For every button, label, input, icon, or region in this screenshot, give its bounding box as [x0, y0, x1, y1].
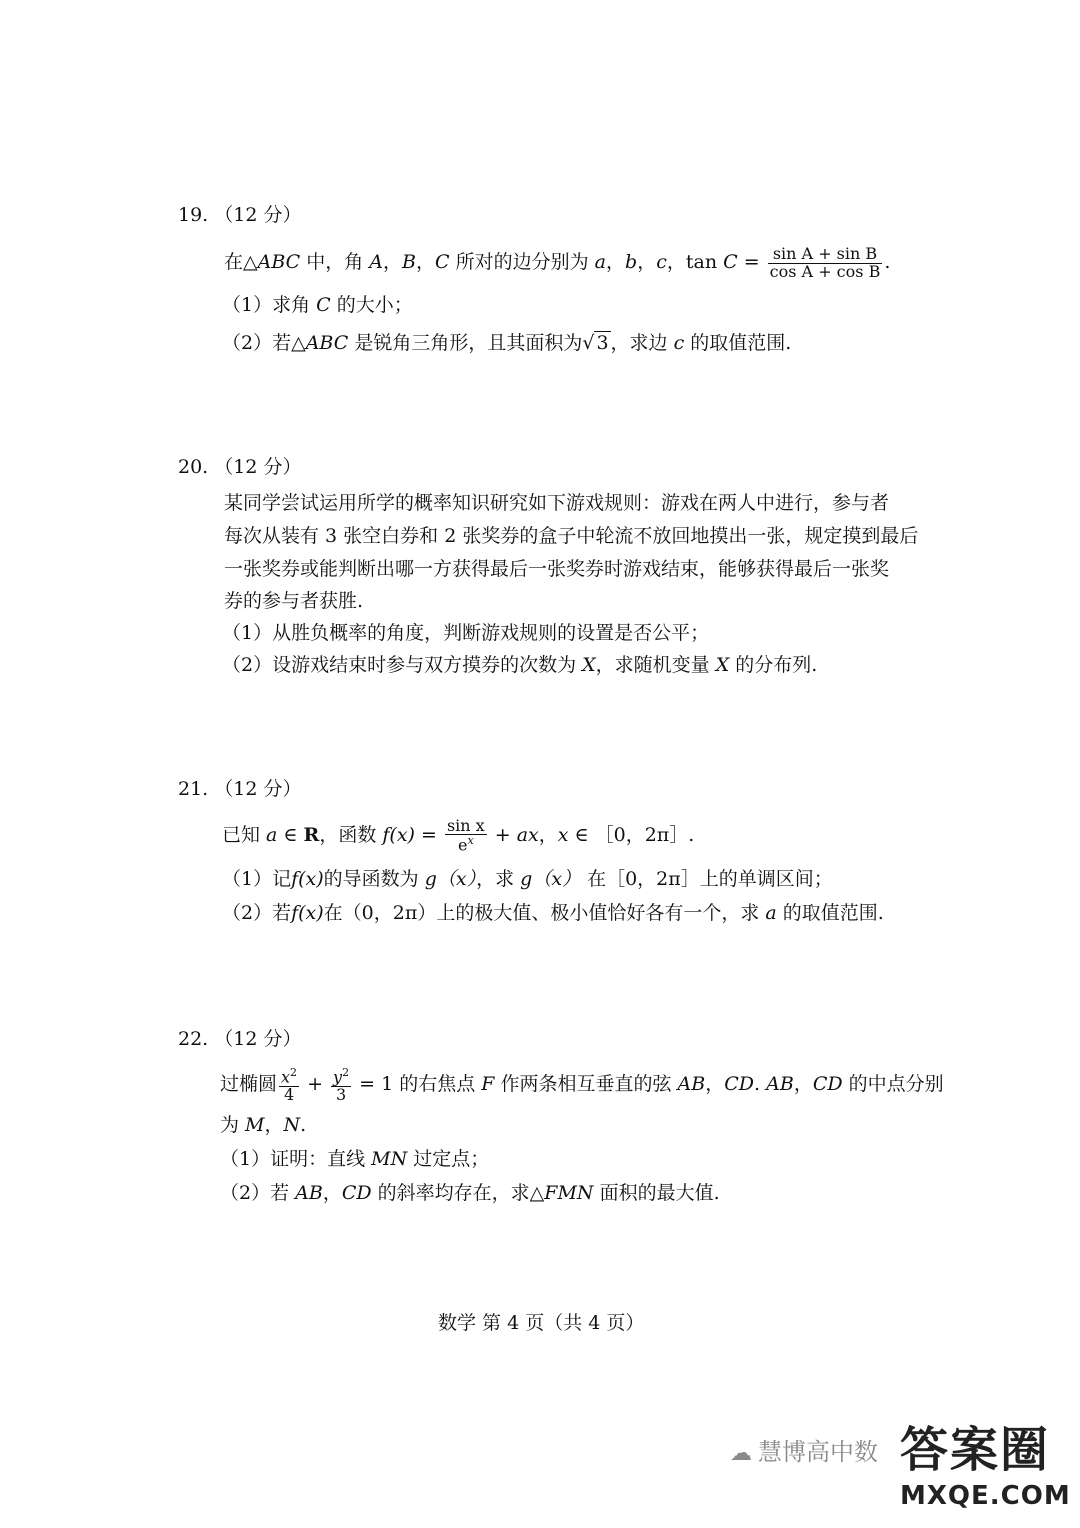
fraction-y2-over-3 [331, 1067, 351, 1104]
math-var: ax [516, 824, 539, 846]
text: 所对的边分别为 [449, 251, 595, 273]
text: ， [637, 251, 657, 273]
fraction-denominator: 3 [335, 1084, 347, 1104]
sqrt-symbol: √ 3 [582, 332, 609, 354]
text: （2）设游戏结束时参与双方摸券的次数为 [222, 654, 583, 676]
text: （1）证明：直线 [220, 1148, 372, 1170]
watermark-account-name: 慧博高中数 [758, 1438, 879, 1466]
text: （2）若 [220, 1182, 296, 1204]
q20-line2: 每次从装有 3 张空白券和 2 张奖券的盒子中轮流不放回地摸出一张，规定摸到最后 [224, 525, 919, 547]
text: 的分布列. [729, 654, 818, 676]
text: + [301, 1073, 330, 1095]
exponent: x [467, 834, 474, 848]
text: e [457, 835, 468, 855]
page-footer: 数学 第 4 页（共 4 页） [438, 1312, 645, 1334]
watermark-logo-text: 答案圈 [900, 1422, 1051, 1478]
q21-part2 [222, 898, 884, 928]
math-var: CD [341, 1182, 372, 1204]
q20-line4: 券的参与者获胜. [224, 590, 364, 612]
fraction-x2-over-4 [279, 1067, 299, 1104]
text: 面积的最大值. [593, 1182, 720, 1204]
math-var: C [316, 294, 331, 316]
text: 的取值范围. [776, 902, 884, 924]
math-var: AB [677, 1073, 706, 1095]
math-var: A [369, 251, 384, 273]
q20-part2 [222, 650, 817, 680]
math-var: C [723, 251, 738, 273]
math-var: c [673, 332, 685, 354]
q22-header: 22. （12 分） [178, 1028, 302, 1050]
exponent: 2 [290, 1065, 298, 1079]
text: ， [705, 1073, 725, 1095]
text: （1）记 [222, 868, 292, 890]
q22-part2 [220, 1178, 720, 1208]
text: ，求 [476, 868, 521, 890]
fraction-f [445, 815, 487, 855]
text: 过椭圆 [220, 1073, 278, 1095]
q19-part1 [222, 290, 413, 320]
math-var: x [281, 1066, 291, 1086]
q22-part1 [220, 1144, 489, 1174]
math-func: g（x） [520, 868, 582, 890]
math-var: MN [371, 1148, 408, 1170]
text: ， [264, 1114, 284, 1136]
text: 的导函数为 [323, 868, 425, 890]
text: + [488, 824, 517, 846]
math-var: AB [766, 1073, 794, 1095]
q19-stem [224, 240, 890, 284]
text: ， [322, 1182, 342, 1204]
math-var: b [625, 251, 638, 273]
q20-part1: （1）从胜负概率的角度，判断游戏规则的设置是否公平； [222, 622, 710, 644]
q19-part2 [222, 328, 791, 358]
math-var: c [656, 251, 667, 273]
text: = [737, 251, 766, 273]
text: ，tan [666, 251, 724, 273]
q20-line1: 某同学尝试运用所学的概率知识研究如下游戏规则：游戏在两人中进行，参与者 [224, 492, 890, 514]
q22-stem [220, 1060, 944, 1108]
q21-stem [222, 812, 694, 858]
text: 的斜率均存在，求△ [371, 1182, 545, 1204]
math-var: FMN [544, 1182, 594, 1204]
text: = [414, 824, 443, 846]
math-func: f(x) [291, 902, 324, 924]
math-func: g（x） [424, 868, 477, 890]
text: ∈ ［0，2π］. [568, 824, 695, 846]
q20-line3: 一张奖券或能判断出哪一方获得最后一张奖券时游戏结束，能够获得最后一张奖 [224, 558, 890, 580]
math-var: X [582, 654, 596, 676]
text: . [300, 1114, 307, 1136]
math-var: y [333, 1066, 343, 1086]
fraction-numerator: sin A + sin B [768, 246, 883, 264]
math-var: x [557, 824, 569, 846]
text: （2）若 [222, 902, 292, 924]
q21-header: 21. （12 分） [178, 778, 302, 800]
text: ， [383, 251, 403, 273]
math-var: CD [724, 1073, 755, 1095]
exponent: 2 [342, 1065, 350, 1079]
text: 的中点分别 [842, 1073, 944, 1095]
math-var: B [402, 251, 417, 273]
watermark-account [730, 1432, 878, 1472]
math-var: a [594, 251, 606, 273]
q19-header: 19. （12 分） [178, 204, 302, 226]
text: 中，角 [300, 251, 370, 273]
q22-line2 [220, 1110, 306, 1140]
text: ， [793, 1073, 813, 1095]
text: 作两条相互垂直的弦 [494, 1073, 678, 1095]
math-func: f(x) [291, 868, 324, 890]
text: （2）若△ [222, 332, 306, 354]
text: . [884, 251, 891, 273]
fraction-numerator [331, 1067, 351, 1087]
text: 是锐角三角形，且其面积为 [348, 332, 583, 354]
text: （1）求角 [222, 294, 317, 316]
text: 的大小； [330, 294, 413, 316]
text: ，求随机变量 [595, 654, 716, 676]
watermark-logo [900, 1420, 1070, 1520]
math-var: M [245, 1114, 265, 1136]
text: 为 [220, 1114, 246, 1136]
fraction-denominator [445, 835, 487, 854]
fraction-denominator: cos A + cos B [769, 261, 881, 281]
math-var: X [715, 654, 730, 676]
math-var: C [435, 251, 450, 273]
math-var: AB [295, 1182, 323, 1204]
math-var: CD [812, 1073, 843, 1095]
text: ， [416, 251, 436, 273]
sqrt-radicand: 3 [596, 332, 609, 354]
text: = 1 的右焦点 [353, 1073, 482, 1095]
math-var: F [481, 1073, 495, 1095]
math-var: N [283, 1114, 301, 1136]
watermark-site: MXQE.COM [900, 1481, 1071, 1511]
math-func: f(x) [382, 824, 415, 846]
text: 在△ [224, 251, 258, 273]
q21-part1 [222, 864, 833, 894]
fraction-numerator: sin x [446, 815, 485, 835]
text: ，函数 [319, 824, 383, 846]
text: ， [606, 251, 626, 273]
text: 在［0，2π］上的单调区间； [581, 868, 833, 890]
math-real-set: R [303, 824, 320, 846]
wechat-icon: ☁ [730, 1441, 752, 1466]
math-var: ABC [305, 332, 349, 354]
text: ∈ [277, 824, 304, 846]
math-var: ABC [257, 251, 301, 273]
text: . [754, 1073, 767, 1095]
text: ， [538, 824, 558, 846]
fraction-tanC [768, 243, 883, 281]
text: 过定点； [407, 1148, 490, 1170]
math-var: a [266, 824, 278, 846]
text: ，求边 [610, 332, 674, 354]
math-var: a [765, 902, 777, 924]
text: 在（0，2π）上的极大值、极小值恰好各有一个，求 [323, 902, 766, 924]
q20-header: 20. （12 分） [178, 456, 302, 478]
text: 的取值范围. [684, 332, 792, 354]
fraction-denominator: 4 [283, 1084, 295, 1104]
text: 已知 [222, 824, 267, 846]
fraction-numerator [279, 1067, 299, 1087]
